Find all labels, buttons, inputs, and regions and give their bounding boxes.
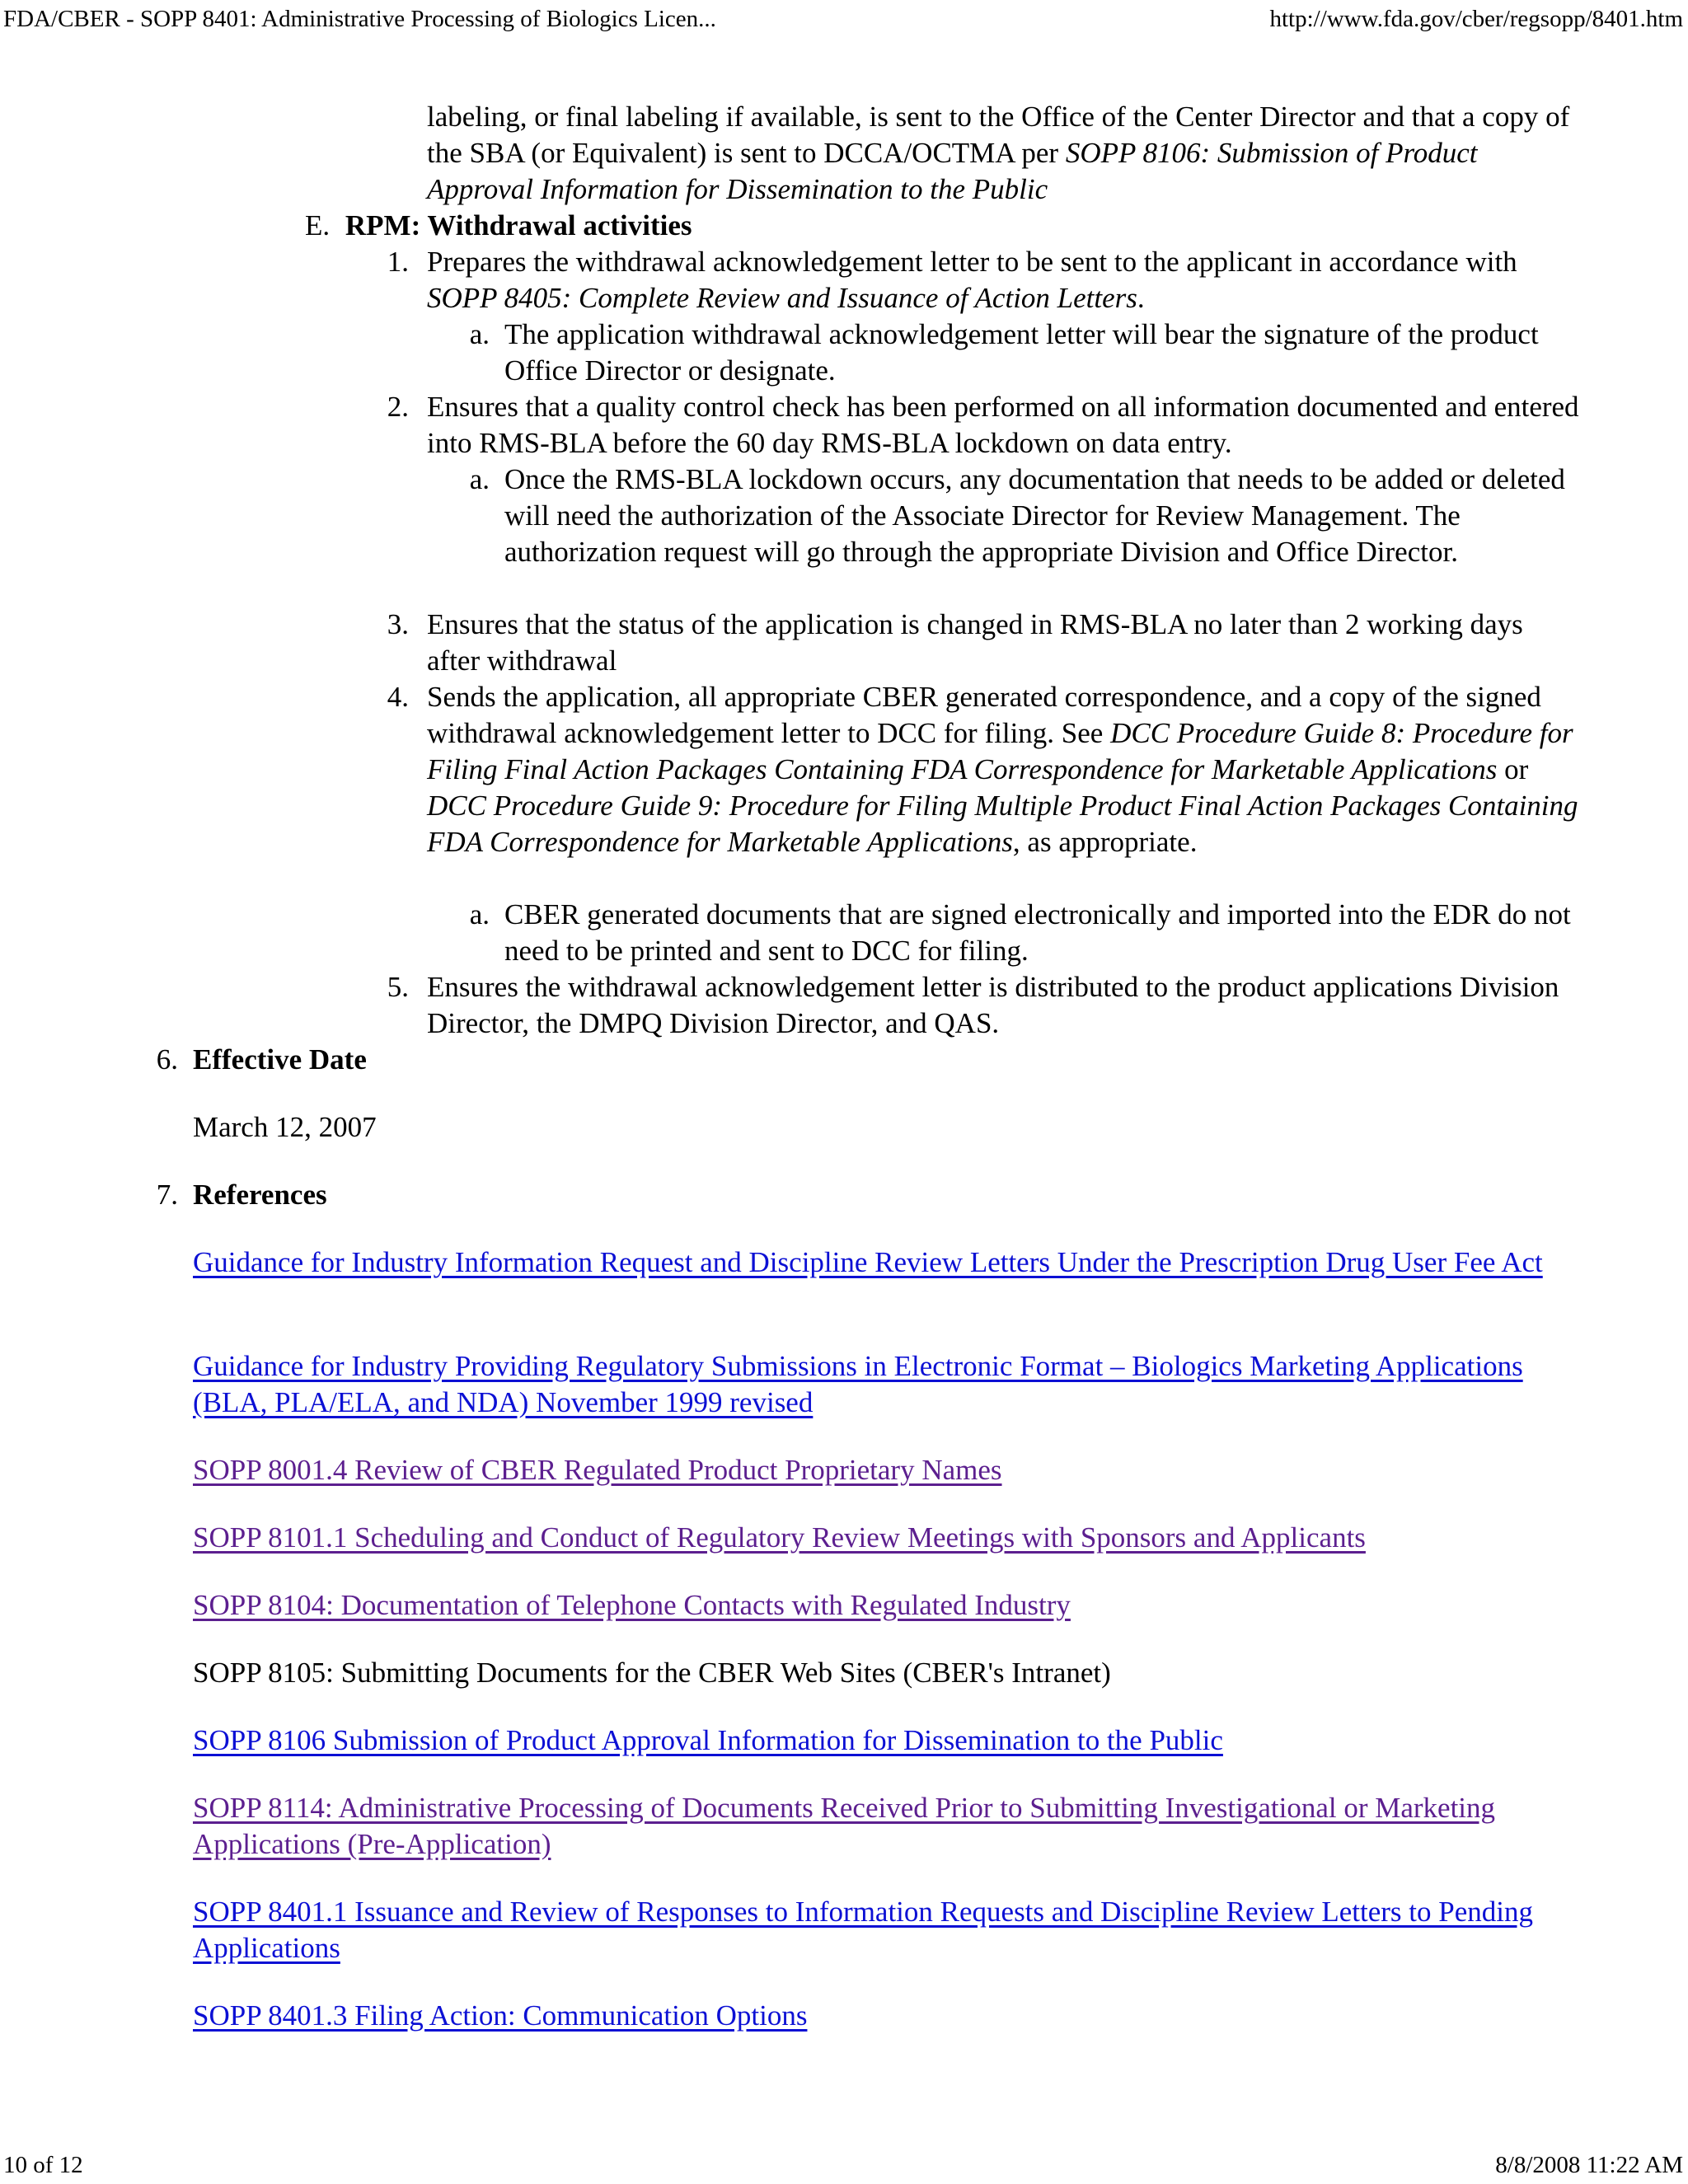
item-4-number: 4. [387, 681, 409, 713]
continued-paragraph [427, 99, 1581, 208]
item-1a-label: a. [469, 318, 490, 350]
item-4a-label: a. [469, 898, 490, 930]
page-counter: 10 of 12 [3, 2152, 83, 2178]
reference-link-10[interactable]: SOPP 8401.3 Filing Action: Communication Options [193, 1999, 808, 2032]
item-3-text: Ensures that the status of the application is changed in RMS-BLA no later than 2 working days after withdrawal [427, 608, 1523, 677]
section-6-title: Effective Date [193, 1043, 367, 1076]
header-title: FDA/CBER - SOPP 8401: Administrative Processing of Biologics Licen... [3, 6, 716, 32]
section-6-number: 6. [156, 1043, 178, 1076]
section-e-title: RPM: Withdrawal activities [345, 209, 692, 241]
section-7-number: 7. [156, 1179, 178, 1211]
item-2-number: 2. [387, 391, 409, 423]
item-4-italic-ref-1: DCC Procedure Guide 8: Procedure for Filing Final Action Packages Containing FDA Correspondence for Marketable Applications [427, 717, 1573, 785]
reference-link-8[interactable]: SOPP 8114: Administrative Processing of Documents Received Prior to Submitting Investigational or Marketing Applications (Pre-Application) [193, 1792, 1496, 1860]
item-4-italic-ref-2: DCC Procedure Guide 9: Procedure for Filing Multiple Product Final Action Packages Containing FDA Correspondence for Marketable Applications [427, 790, 1578, 858]
item-1-text-end: . [1137, 282, 1145, 314]
item-4-text-part: Sends the application, all appropriate CBER generated correspondence, and a copy of the signed withdrawal acknowledgement letter to DCC for filing. See [427, 681, 1541, 749]
section-7-title: References [193, 1179, 327, 1211]
print-datetime: 8/8/2008 11:22 AM [1495, 2152, 1683, 2178]
effective-date: March 12, 2007 [193, 1111, 377, 1143]
reference-link-3[interactable]: SOPP 8001.4 Review of CBER Regulated Product Proprietary Names [193, 1454, 1002, 1486]
item-1a-text: The application withdrawal acknowledgement letter will bear the signature of the product Office Director or designate. [504, 318, 1539, 387]
item-1-italic-ref: SOPP 8405: Complete Review and Issuance of Action Letters [427, 282, 1137, 314]
reference-link-2[interactable]: Guidance for Industry Providing Regulatory Submissions in Electronic Format – Biologics Marketing Applications (BLA, PLA/ELA, and NDA) November 1999 revised [193, 1350, 1523, 1418]
item-1-text-part: Prepares the withdrawal acknowledgement letter to be sent to the applicant in accordance with [427, 246, 1517, 278]
reference-link-9[interactable]: SOPP 8401.1 Issuance and Review of Responses to Information Requests and Discipline Review Letters to Pending Applications [193, 1896, 1533, 1964]
item-1-number: 1. [387, 246, 409, 278]
item-2a-text: Once the RMS-BLA lockdown occurs, any documentation that needs to be added or deleted will need the authorization of the Associate Director for Review Management. The authorization request will go through the appropriate Division and Office Director. [504, 463, 1565, 568]
item-3-number: 3. [387, 608, 409, 640]
section-e-heading [305, 208, 692, 244]
reference-link-1[interactable]: Guidance for Industry Information Request and Discipline Review Letters Under the Prescription Drug User Fee Act [193, 1246, 1543, 1278]
item-2a-label: a. [469, 463, 490, 495]
item-4-text [427, 679, 1581, 860]
header-url[interactable]: http://www.fda.gov/cber/regsopp/8401.htm [1269, 6, 1683, 32]
continued-italic-ref: SOPP 8106: Submission of Product Approval Information for Dissemination to the Public [427, 137, 1478, 205]
item-5-text: Ensures the withdrawal acknowledgement letter is distributed to the product applications Division Director, the DMPQ Division Director, and QAS. [427, 971, 1559, 1039]
reference-link-5[interactable]: SOPP 8104: Documentation of Telephone Contacts with Regulated Industry [193, 1589, 1071, 1621]
item-5-number: 5. [387, 971, 409, 1003]
continued-text: labeling, or final labeling if available, is sent to the Office of the Center Director and that a copy of the SBA (or Equivalent) is sent to DCCA/OCTMA per [427, 101, 1570, 169]
item-1-text [427, 244, 1581, 316]
item-4a-text: CBER generated documents that are signed electronically and imported into the EDR do not need to be printed and sent to DCC for filing. [504, 898, 1571, 967]
reference-text-6: SOPP 8105: Submitting Documents for the CBER Web Sites (CBER's Intranet) [193, 1657, 1111, 1689]
item-4-text-end: , as appropriate. [1012, 826, 1198, 858]
item-4-text-or: or [1497, 753, 1529, 785]
section-e-label: E. [305, 209, 331, 241]
reference-link-7[interactable]: SOPP 8106 Submission of Product Approval Information for Dissemination to the Public [193, 1724, 1223, 1756]
reference-link-4[interactable]: SOPP 8101.1 Scheduling and Conduct of Regulatory Review Meetings with Sponsors and Applicants [193, 1521, 1366, 1554]
item-2-text: Ensures that a quality control check has been performed on all information documented and entered into RMS-BLA before the 60 day RMS-BLA lockdown on data entry. [427, 391, 1579, 459]
